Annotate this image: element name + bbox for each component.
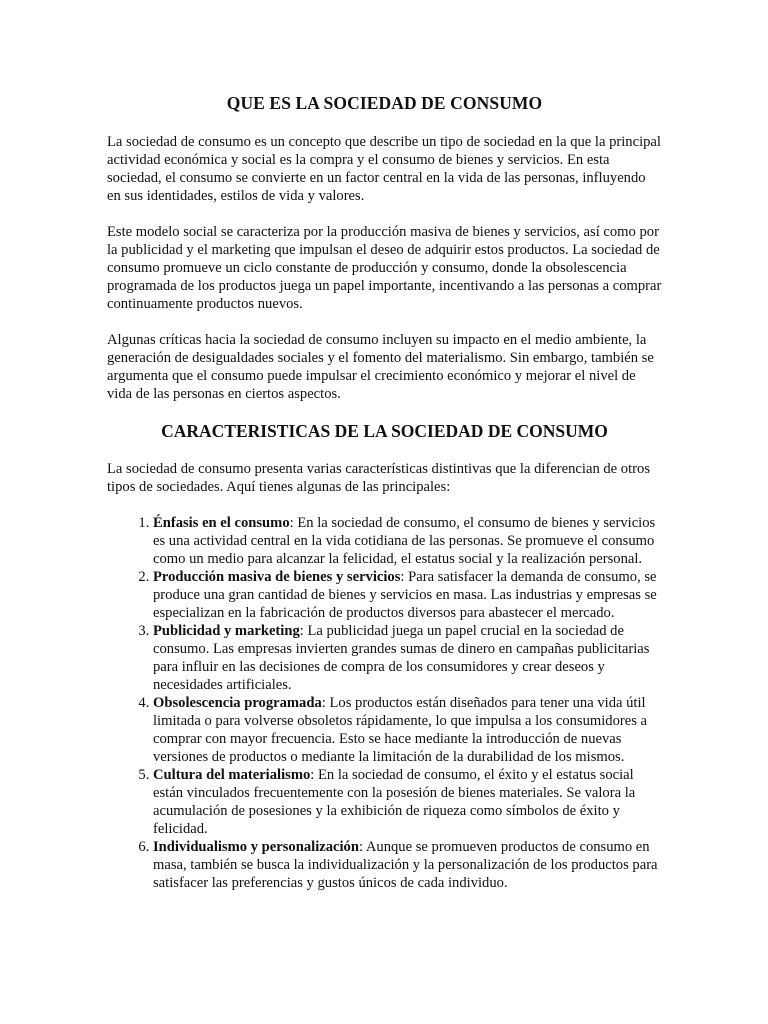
characteristics-list xyxy=(107,514,662,892)
list-item-text: : La publicidad juega un papel crucial en la sociedad de consumo. Las empresas invierten grandes sumas de dinero en campañas publicitarias para influir en las decisiones de compra de los consumidores y crear deseos y necesidades artificiales. xyxy=(153,623,650,693)
list-item-term: Obsolescencia programada xyxy=(153,695,322,711)
list-item-text: : Aunque se promueven productos de consumo en masa, también se busca la individualización y la personalización de los productos para satisfacer las preferencias y gustos únicos de cada individuo. xyxy=(153,839,658,891)
list-item-term: Cultura del materialismo xyxy=(153,767,311,783)
list-item-term: Individualismo y personalización xyxy=(153,839,359,855)
list-item xyxy=(153,838,662,892)
list-item-text: : En la sociedad de consumo, el consumo de bienes y servicios es una actividad central en la vida cotidiana de las personas. Se promueve el consumo como un medio para alcanzar la felicidad, el estatus social y la realización personal. xyxy=(153,515,656,567)
paragraph: La sociedad de consumo es un concepto que describe un tipo de sociedad en la que la principal actividad económica y social es la compra y el consumo de bienes y servicios. En esta sociedad, el consumo se convierte en un factor central en la vida de las personas, influyendo en sus identidades, estilos de vida y valores. xyxy=(107,134,661,204)
document-title: QUE ES LA SOCIEDAD DE CONSUMO xyxy=(226,93,543,113)
list-item-text: : Para satisfacer la demanda de consumo, se produce una gran cantidad de bienes y servicios en masa. Las industrias y empresas se especializan en la fabricación de productos diversos para abastecer el mercado. xyxy=(153,569,657,621)
list-item xyxy=(153,568,662,622)
paragraph: Algunas críticas hacia la sociedad de consumo incluyen su impacto en el medio ambiente, la generación de desigualdades sociales y el fomento del materialismo. Sin embargo, también se argumenta que el consumo puede impulsar el crecimiento económico y mejorar el nivel de vida de las personas en ciertos aspectos. xyxy=(107,332,654,402)
paragraph: Este modelo social se caracteriza por la producción masiva de bienes y servicios, así como por la publicidad y el marketing que impulsan el deseo de adquirir estos productos. La sociedad de consumo promueve un ciclo constante de producción y consumo, donde la obsolescencia programada de los productos juega un papel importante, incentivando a las personas a comprar continuamente productos nuevos. xyxy=(107,224,662,312)
list-item xyxy=(153,766,662,838)
list-item-term: Énfasis en el consumo xyxy=(153,515,290,531)
list-item xyxy=(153,694,662,766)
list-item-term: Producción masiva de bienes y servicios xyxy=(153,569,401,585)
list-item-text: : Los productos están diseñados para tener una vida útil limitada o para volverse obsoletos rápidamente, lo que impulsa a los consumidores a comprar con mayor frecuencia. Esto se hace mediante la introducción de nuevas versiones de productos o mediante la limitación de la durabilidad de los mismos. xyxy=(153,695,648,765)
section-title: CARACTERISTICAS DE LA SOCIEDAD DE CONSUMO xyxy=(161,421,608,441)
list-item xyxy=(153,514,662,568)
list-item-text: : En la sociedad de consumo, el éxito y el estatus social están vinculados frecuentemente con la posesión de bienes materiales. Se valora la acumulación de posesiones y la exhibición de riqueza como símbolos de éxito y felicidad. xyxy=(153,767,636,837)
section-intro: La sociedad de consumo presenta varias características distintivas que la diferencian de otros tipos de sociedades. Aquí tienes algunas de las principales: xyxy=(107,461,650,495)
list-item-term: Publicidad y marketing xyxy=(153,623,300,639)
list-item xyxy=(153,622,662,694)
